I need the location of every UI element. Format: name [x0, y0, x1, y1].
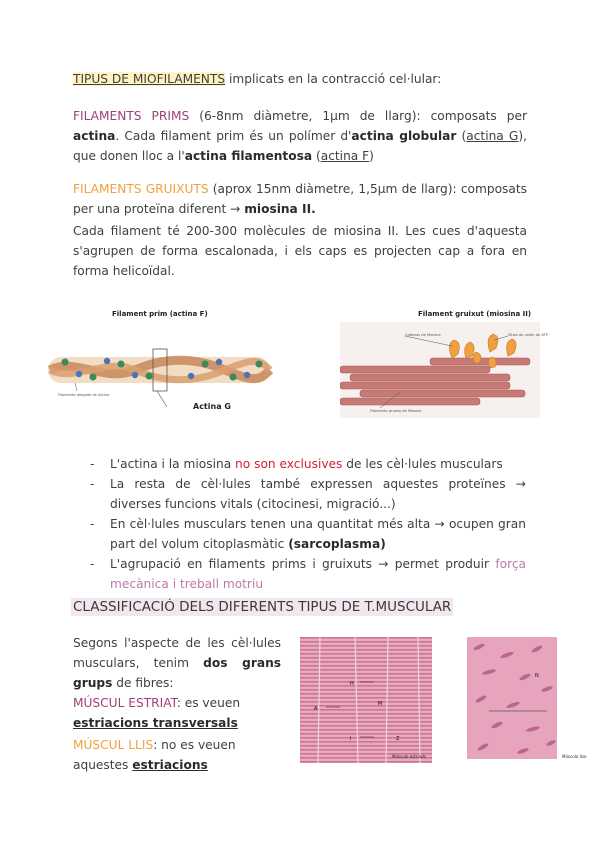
fig-thick-label-heads: Cabezas de Miosina	[405, 333, 441, 337]
striated-mark: Z	[396, 736, 400, 742]
title-rest: implicats en la contracció cel·lular:	[225, 72, 442, 86]
thin-label: FILAMENTS PRIMS	[73, 109, 190, 123]
fig-thick-label-bottom: Filamento grueso de Miosina	[370, 409, 422, 413]
striated-mark: M	[378, 701, 383, 707]
thin-globular: actina globular	[351, 129, 457, 143]
thin-actina: actina	[73, 129, 116, 143]
thick-label: FILAMENTS GRUIXUTS	[73, 182, 209, 196]
page-title	[73, 69, 533, 89]
striated-caption: Músculo estriado	[392, 754, 426, 759]
bullet-1-red: no son exclusives	[235, 457, 343, 471]
thick-miosina: miosina II.	[244, 202, 316, 216]
thin-desc: (6-8nm diàmetre, 1µm de llarg): composats per	[189, 109, 527, 123]
striated-mark: I	[350, 736, 352, 742]
smooth-paragraph	[73, 735, 283, 775]
fig-thin-caption: Filament prim (actina F)	[112, 310, 208, 318]
thin-text-e: )	[369, 149, 374, 163]
thin-filamentosa: actina filamentosa	[184, 149, 313, 163]
bullet-item	[88, 474, 526, 514]
thin-text-b: (	[456, 129, 467, 143]
section-title	[71, 596, 453, 615]
title-highlight: TIPUS DE MIOFILAMENTS	[73, 72, 226, 86]
thin-actina-f: actina F	[320, 149, 370, 163]
fig-thin-diagram	[45, 335, 275, 415]
thin-text-c: ), que donen lloc a l'	[73, 129, 527, 163]
thick-filaments-paragraph	[73, 179, 527, 219]
thin-text-a: . Cada filament prim és un polímer d'	[115, 129, 352, 143]
bullet-1-text-b: de les cèl·lules musculars	[342, 457, 503, 471]
fig-thin-label-bottom: Filamento delgado de Actina	[58, 393, 110, 397]
bullet-1-text: L'actina i la miosina	[110, 457, 236, 471]
class-text-c: de fibres:	[112, 676, 174, 690]
classification-paragraph	[73, 633, 281, 693]
thin-actina-g: actina G	[466, 129, 519, 143]
smooth-mark: N	[535, 673, 539, 679]
striated-text: : es veuen	[176, 696, 241, 710]
bullet-3-text: En cèl·lules musculars tenen una quantitat més alta → ocupen gran part del volum citoplasmàtic	[110, 517, 526, 551]
smooth-muscle-image	[467, 637, 557, 759]
fig-thin-label-g: Actina G	[193, 402, 231, 411]
striated-paragraph	[73, 693, 283, 733]
section-title-text: CLASSIFICACIÓ DELS DIFERENTS TIPUS DE T.MUSCULAR	[73, 599, 452, 615]
thin-text-d: (	[312, 149, 321, 163]
striated-mark: A	[314, 706, 318, 712]
actin-beads	[48, 357, 270, 383]
bullet-4-pink: força mecànica i treball motriu	[110, 557, 526, 591]
bullet-item	[88, 454, 526, 474]
smooth-caption: Músculo liso	[562, 754, 587, 759]
bullet-item	[88, 554, 526, 594]
thick-desc: (aprox 15nm diàmetre, 1,5µm de llarg): composats per una proteïna diferent →	[73, 182, 527, 216]
bullet-2-text: La resta de cèl·lules també expressen aquestes proteïnes → diverses funcions vitals (citocinesi, migració...)	[110, 477, 526, 511]
class-text-a: Segons l'aspecte de les cèl·lules musculars, tenim	[73, 636, 281, 670]
fig-thick-label-sites: Sitios de unión de ATP	[508, 333, 548, 337]
smooth-under: estriacions	[132, 758, 208, 772]
bullet-4-text: L'agrupació en filaments prims i gruixuts → permet produir	[110, 557, 496, 571]
class-bold: dos grans grups	[73, 656, 282, 690]
fig-thick-caption: Filament gruixut (miosina II)	[418, 310, 532, 318]
smooth-text: : no es veuen aquestes	[73, 738, 236, 772]
smooth-label: MÚSCUL LLIS	[73, 738, 154, 752]
thin-filaments-paragraph	[73, 106, 527, 166]
striated-mark: H	[350, 681, 354, 687]
bullet-3-bold: (sarcoplasma)	[288, 537, 386, 551]
striated-under: estriacions transversals	[73, 716, 238, 730]
striated-label: MÚSCUL ESTRIAT	[73, 696, 177, 710]
thick-paragraph-2: Cada filament té 200-300 molècules de miosina II. Les cues d'aquesta s'agrupen de forma escalonada, i els caps es projecten cap a fora en forma helicoïdal.	[73, 224, 527, 278]
bullet-item	[88, 514, 526, 554]
bullet-list	[88, 454, 526, 594]
striated-muscle-image	[300, 637, 432, 763]
